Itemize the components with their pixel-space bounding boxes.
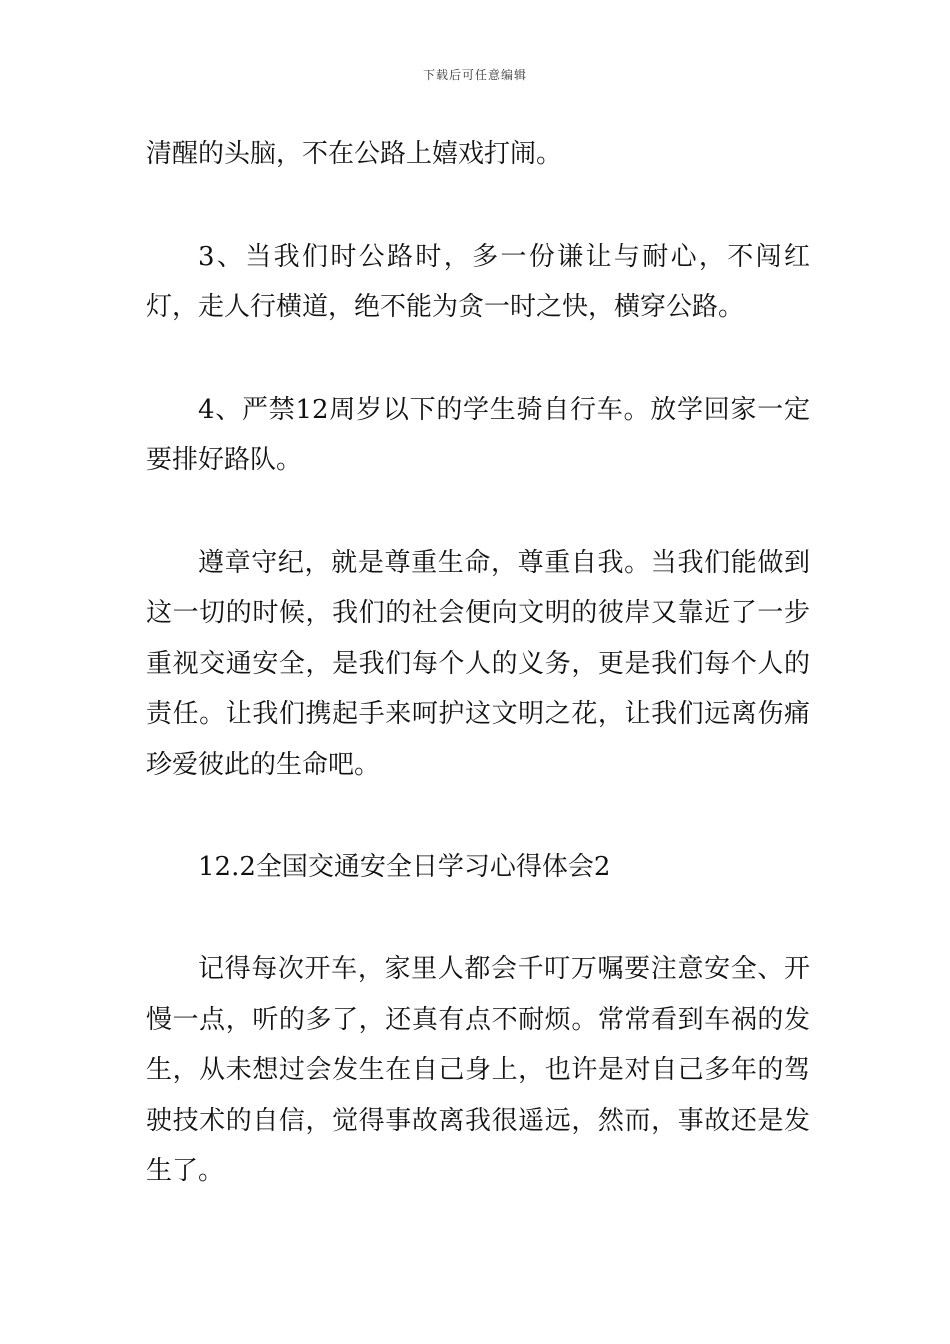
paragraph-5: 记得每次开车，家里人都会千叮万嘱要注意安全、开慢一点，听的多了，还真有点不耐烦。常常看到车祸的发生，从未想过会发生在自己身上，也许是对自己多年的驾驶技术的自信，觉得事故离我很遥远，然而，事故还是发生了。 [146, 954, 810, 1186]
document-body [146, 129, 810, 1249]
paragraph-1: 清醒的头脑，不在公路上嬉戏打闹。 [146, 139, 563, 169]
paragraph-3: 4、严禁12周岁以下的学生骑自行车。放学回家一定要排好路队。 [146, 394, 810, 475]
paragraph-2: 3、当我们时公路时，多一份谦让与耐心，不闯红灯，走人行横道，绝不能为贪一时之快，横穿公路。 [146, 241, 810, 322]
section-heading: 12.2全国交通安全日学习心得体会2 [198, 852, 611, 882]
page-header: 下载后可任意编辑 [422, 68, 527, 82]
paragraph-4: 遵章守纪，就是尊重生命，尊重自我。当我们能做到这一切的时候，我们的社会便向文明的彼岸又靠近了一步重视交通安全，是我们每个人的义务，更是我们每个人的责任。让我们携起手来呵护这文明之花，让我们远离伤痛珍爱彼此的生命吧。 [146, 547, 810, 780]
